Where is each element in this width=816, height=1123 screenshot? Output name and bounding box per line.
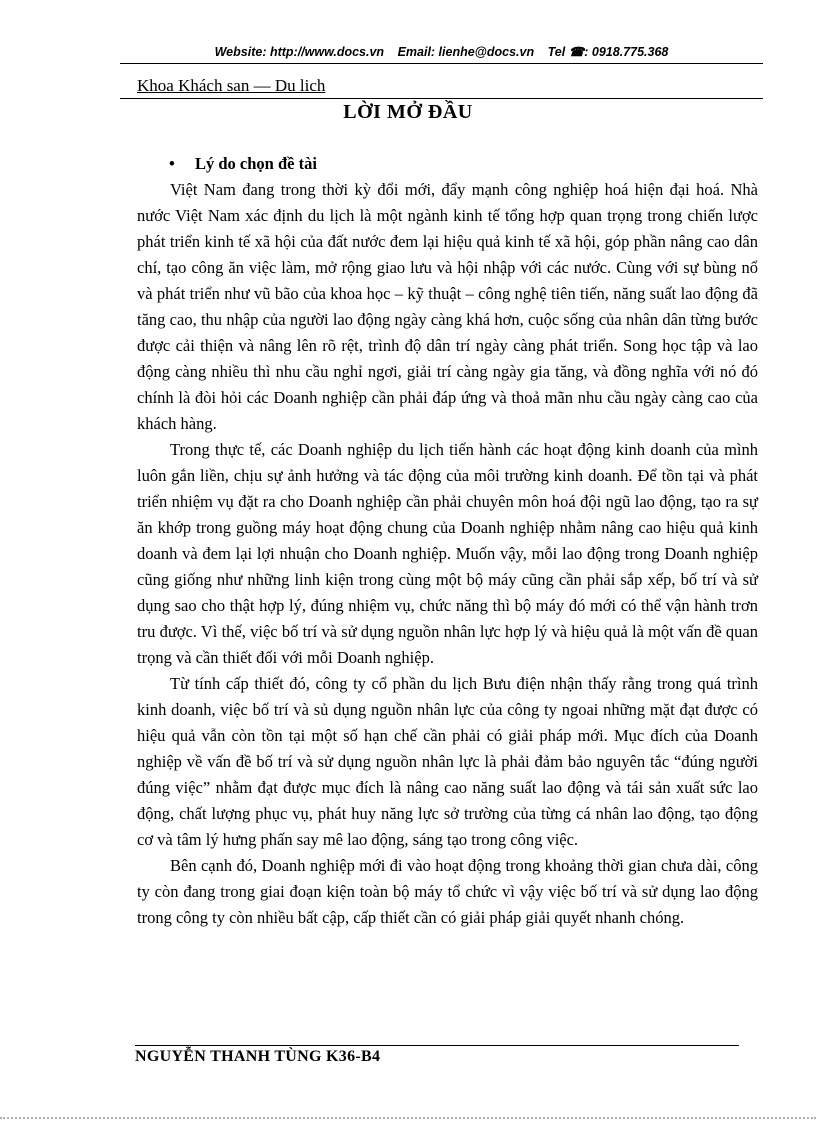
- document-body: [137, 151, 758, 931]
- paragraph: Từ tính cấp thiết đó, công ty cổ phần du lịch Bưu điện nhận thấy rằng trong quá trình kinh doanh, việc bố trí và sủ dụng nguồn nhân lực của công ty ngoai những mặt đạt được có hiệu quả vẫn còn tồn tại một số hạn chế cần phải có giải pháp mới. Mục đích của Doanh nghiệp về vấn đề bố trí và sử dụng nguồn nhân lực là phải đảm bảo nguyên tắc “đúng người đúng việc” nhằm đạt được mục đích là nâng cao năng suất lao động và tái sản xuất sức lao động, chất lượng phục vụ, phát huy năng lực sở trường của từng cá nhân lao động, tạo động cơ và tâm lý hưng phấn say mê lao động, sáng tạo trong công việc.: [137, 674, 758, 849]
- bullet-icon: •: [169, 154, 175, 173]
- section-heading-label: Lý do chọn đề tài: [195, 154, 317, 173]
- author-name: NGUYỄN THANH TÙNG K36-B4: [135, 1048, 381, 1065]
- phone-icon: ☎: [568, 45, 585, 59]
- email-label: Email: [397, 45, 431, 59]
- department-rule: [120, 76, 763, 99]
- email-value: : lienhe@docs.vn: [430, 45, 535, 59]
- website-value: : http://www.docs.vn: [262, 45, 385, 59]
- tel-value: : 0918.775.368: [584, 45, 669, 59]
- paragraph: Trong thực tế, các Doanh nghiệp du lịch tiến hành các hoạt động kinh doanh của mình luôn gắn liền, chịu sự ảnh hưởng và tác động của môi trường kinh doanh. Để tồn tại và phát triển nhiệm vụ đặt ra cho Doanh nghiệp cần phải chuyên môn hoá đội ngũ lao động, tạo ra sự ăn khớp trong guồng máy hoạt động chung của Doanh nghiệp nhằm nâng cao hiệu quả kinh doanh và đem lại lợi nhuận cho Doanh nghiệp. Muốn vậy, mỗi lao động trong Doanh nghiệp cũng giống như những linh kiện trong cùng một bộ máy cũng cần phải sắp xếp, bố trí và sử dụng sao cho thật hợp lý, đúng nhiệm vụ, chức năng thì bộ máy đó mới có thể vận hành trơn tru được. Vì thế, việc bố trí và sử dụng nguồn nhân lực hợp lý và hiệu quả là một vấn đề quan trọng và cần thiết đối với mỗi Doanh nghiệp.: [137, 440, 758, 667]
- page-title: LỜI MỞ ĐẦU: [343, 101, 473, 123]
- website-label: Website: [214, 45, 263, 59]
- page-footer: [135, 1045, 739, 1070]
- department-name: Khoa Khách san — Du lich: [137, 76, 326, 95]
- paragraph: Việt Nam đang trong thời kỳ đổi mới, đẩy mạnh công nghiệp hoá hiện đại hoá. Nhà nước Việt Nam xác định du lịch là một ngành kinh tế tổng hợp quan trọng trong chiến lược phát triển kinh tế xã hội của đất nước đem lại hiệu quả kinh tế xã hội, góp phần nâng cao dân chí, tạo công ăn việc làm, mở rộng giao lưu và hội nhập với các nước. Cùng với sự bùng nổ và phát triển như vũ bão của khoa học – kỹ thuật – công nghệ tiên tiến, năng suất lao động đã tăng cao, thu nhập của người lao động ngày càng khá hơn, cuộc sống của nhân dân từng bước được cải thiện và nâng lên rõ rệt, trình độ dân trí ngày càng phát triển. Song học tập và lao động càng nhiều thì nhu cầu nghỉ ngơi, giải trí càng ngày gia tăng, và đồng nghĩa với nó đó chính là đòi hỏi các Doanh nghiệp cần phải đáp ứng và thoả mãn nhu cầu ngày càng cao của khách hàng.: [137, 180, 758, 433]
- tel-label: Tel: [547, 45, 566, 59]
- page-break-divider: [0, 1117, 816, 1119]
- page-header: [120, 44, 763, 64]
- paragraph: Bên cạnh đó, Doanh nghiệp mới đi vào hoạt động trong khoảng thời gian chưa dài, công ty còn đang trong giai đoạn kiện toàn bộ máy tổ chức vì vậy việc bố trí và sử dụng lao động trong công ty còn nhiều bất cập, cấp thiết cần có giải pháp giải quyết nhanh chóng.: [137, 856, 758, 927]
- section-heading: [137, 151, 758, 177]
